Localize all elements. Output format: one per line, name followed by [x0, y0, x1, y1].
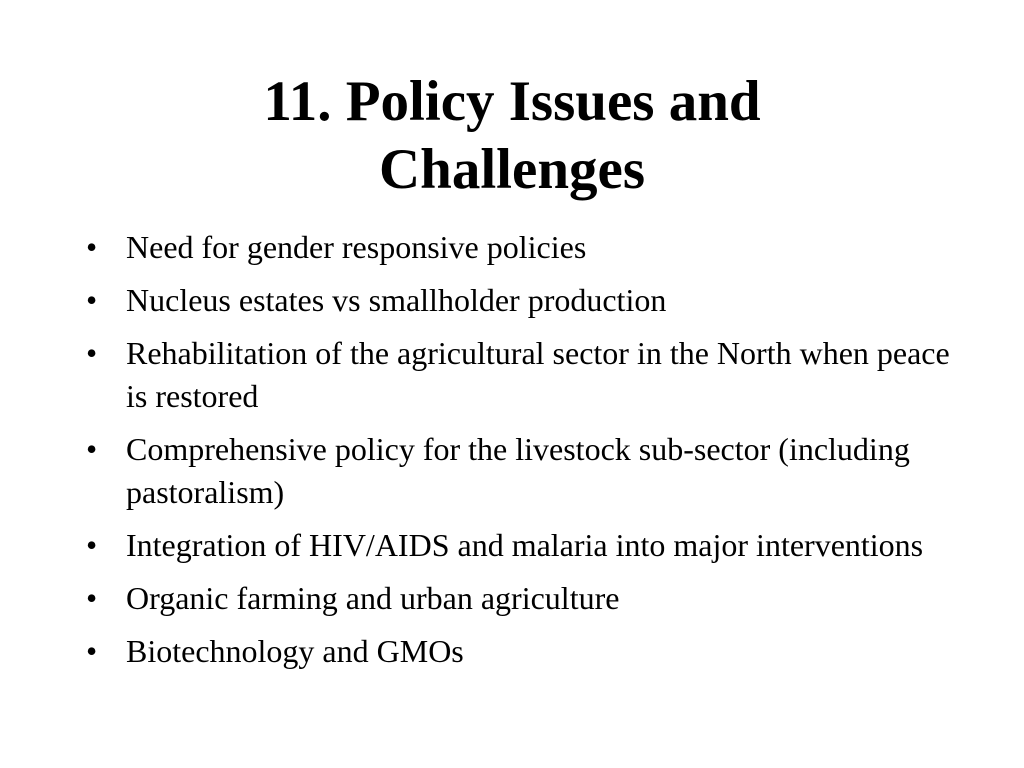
- bullet-item-livestock-policy: [82, 428, 962, 514]
- bullet-text: Comprehensive policy for the livestock sub-sector (including pastoralism): [126, 431, 910, 510]
- bullet-text: Organic farming and urban agriculture: [126, 580, 620, 616]
- bullet-item-organic-farming: [82, 577, 962, 620]
- bullet-list: [82, 226, 962, 683]
- bullet-icon: •: [86, 527, 98, 563]
- bullet-icon: •: [86, 580, 98, 616]
- bullet-item-biotechnology: [82, 630, 962, 673]
- bullet-item-nucleus-estates: [82, 279, 962, 322]
- bullet-icon: •: [86, 633, 98, 669]
- slide-title-line-2: Challenges: [378, 138, 646, 201]
- slide-title-line-1: 11. Policy Issues and: [263, 70, 761, 133]
- bullet-text: Nucleus estates vs smallholder production: [126, 282, 667, 318]
- bullet-icon: •: [86, 335, 98, 371]
- bullet-icon: •: [86, 229, 98, 265]
- bullet-item-gender-policies: [82, 226, 962, 269]
- bullet-item-rehabilitation: [82, 332, 962, 418]
- bullet-icon: •: [86, 431, 98, 467]
- bullet-item-hiv-aids-malaria: [82, 524, 962, 567]
- bullet-text: Need for gender responsive policies: [126, 229, 587, 265]
- slide-title: [0, 68, 1024, 204]
- bullet-icon: •: [86, 282, 98, 318]
- bullet-text: Rehabilitation of the agricultural sector in the North when peace is restored: [126, 335, 950, 414]
- bullet-text: Biotechnology and GMOs: [126, 633, 464, 669]
- bullet-text: Integration of HIV/AIDS and malaria into major interventions: [126, 527, 924, 563]
